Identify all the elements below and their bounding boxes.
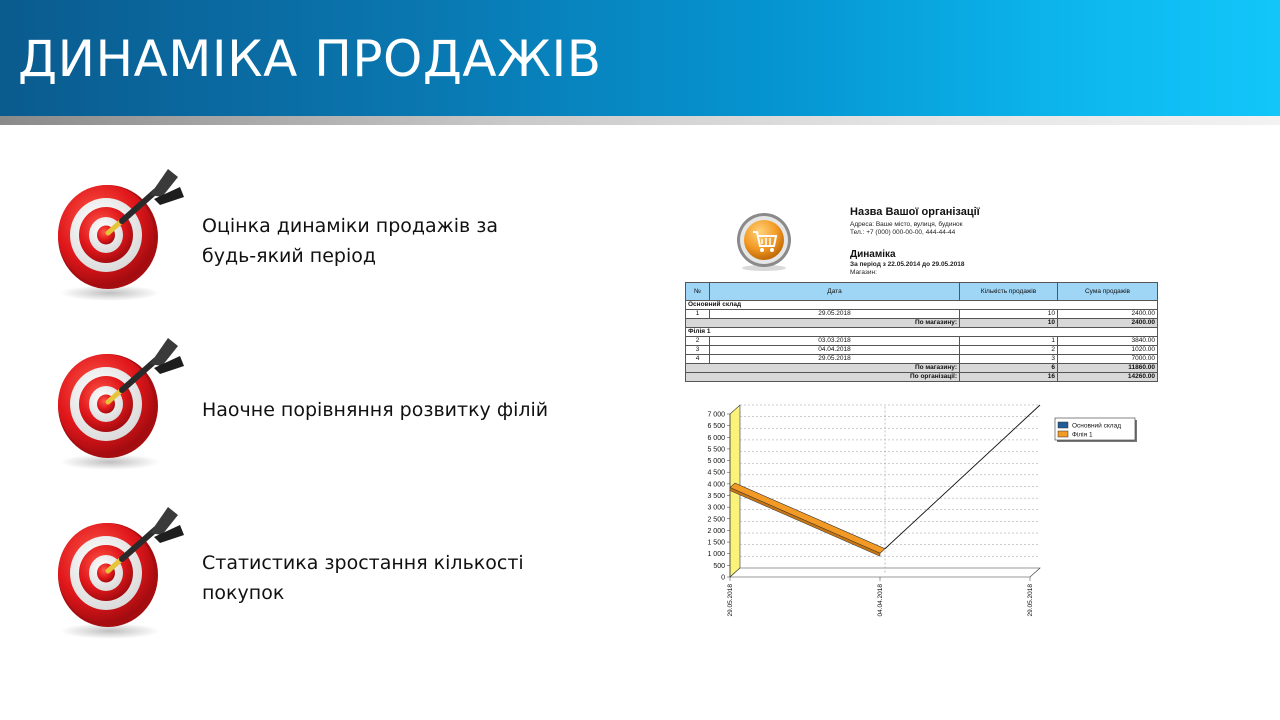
header-divider (0, 116, 1280, 125)
row-sum: 1020.00 (1058, 346, 1158, 355)
col-qty: Кількість продажів (960, 283, 1058, 301)
grand-total-label: По організації: (686, 373, 960, 382)
x-tick-label: 29.05.2018 (727, 584, 734, 617)
row-qty: 2 (960, 346, 1058, 355)
y-tick-label: 5 500 (707, 446, 725, 454)
row-date: 04.04.2018 (710, 346, 960, 355)
section-name: Основний склад (686, 301, 1158, 310)
legend-label: Основний склад (1072, 422, 1121, 430)
y-tick-label: 0 (721, 574, 725, 582)
col-date: Дата (710, 283, 960, 301)
series-line-filia-1-segment (885, 405, 1040, 549)
y-tick-label: 4 500 (707, 469, 725, 477)
store-total-row (686, 364, 1158, 373)
target-dart-icon (50, 503, 190, 643)
legend-swatch (1058, 422, 1068, 428)
total-qty: 10 (960, 319, 1058, 328)
row-sum: 3840.00 (1058, 337, 1158, 346)
grand-total-sum: 14260.00 (1058, 373, 1158, 382)
y-tick-label: 5 000 (707, 458, 725, 466)
sales-dynamics-chart (700, 400, 1150, 625)
table-row (686, 310, 1158, 319)
bullet-2-line1: Наочне порівняння розвитку філій (202, 399, 549, 421)
y-tick-label: 3 000 (707, 504, 725, 512)
org-address: Адреса: Ваше місто, вулиця, будинок (850, 221, 963, 228)
row-date: 29.05.2018 (710, 310, 960, 319)
legend-label: Філія 1 (1072, 431, 1093, 439)
row-date: 29.05.2018 (710, 355, 960, 364)
y-tick-label: 6 000 (707, 434, 725, 442)
y-tick-label: 7 000 (707, 411, 725, 419)
grand-total-qty: 16 (960, 373, 1058, 382)
row-sum: 7000.00 (1058, 355, 1158, 364)
bullet-3-line2: покупок (202, 582, 285, 604)
row-qty: 10 (960, 310, 1058, 319)
report-period: За період з 22.05.2014 до 29.05.2018 (850, 261, 965, 268)
col-sum: Сума продажів (1058, 283, 1158, 301)
series-line-filia-1 (730, 483, 885, 553)
shopping-cart-icon (733, 210, 795, 272)
row-number: 2 (686, 337, 710, 346)
y-tick-label: 2 000 (707, 527, 725, 535)
x-tick-label: 29.05.2018 (1027, 584, 1034, 617)
row-qty: 3 (960, 355, 1058, 364)
total-label: По магазину: (686, 364, 960, 373)
store-total-row (686, 319, 1158, 328)
y-tick-label: 1 000 (707, 551, 725, 559)
total-qty: 6 (960, 364, 1058, 373)
row-sum: 2400.00 (1058, 310, 1158, 319)
bullet-3-line1: Статистика зростання кількості (202, 552, 524, 574)
row-number: 3 (686, 346, 710, 355)
y-tick-label: 500 (713, 562, 725, 570)
bullet-2-text (202, 395, 582, 425)
total-sum: 2400.00 (1058, 319, 1158, 328)
bullet-3-text (202, 548, 582, 608)
report-title: Динаміка (850, 249, 896, 260)
x-tick-label: 04.04.2018 (877, 584, 884, 617)
y-tick-label: 4 000 (707, 481, 725, 489)
legend-swatch (1058, 431, 1068, 437)
row-number: 4 (686, 355, 710, 364)
total-label: По магазину: (686, 319, 960, 328)
y-tick-label: 2 500 (707, 516, 725, 524)
total-sum: 11860.00 (1058, 364, 1158, 373)
org-total-row (686, 373, 1158, 382)
slide-header (0, 0, 1280, 116)
y-tick-label: 3 500 (707, 493, 725, 500)
row-number: 1 (686, 310, 710, 319)
bullet-1-text (202, 211, 582, 271)
table-row (686, 355, 1158, 364)
target-dart-icon (50, 165, 190, 305)
row-qty: 1 (960, 337, 1058, 346)
slide-title: ДИНАМІКА ПРОДАЖІВ (18, 30, 602, 88)
section-name: Філія 1 (686, 328, 1158, 337)
col-number: № (686, 283, 710, 301)
bullet-1-line2: будь-який період (202, 245, 377, 267)
bullet-1-line1: Оцінка динаміки продажів за (202, 215, 499, 237)
table-row (686, 337, 1158, 346)
y-tick-label: 6 500 (707, 423, 725, 431)
org-phone: Тел.: +7 (000) 000-00-00, 444-44-44 (850, 229, 956, 236)
sales-report (685, 200, 1157, 400)
series-line-filia-1-edge (730, 488, 880, 557)
org-name: Назва Вашої організації (850, 206, 980, 218)
target-dart-icon (50, 334, 190, 474)
table-row (686, 346, 1158, 355)
y-tick-label: 1 500 (707, 539, 725, 547)
report-table (685, 282, 1158, 382)
report-store: Магазин: (850, 269, 877, 276)
row-date: 03.03.2018 (710, 337, 960, 346)
